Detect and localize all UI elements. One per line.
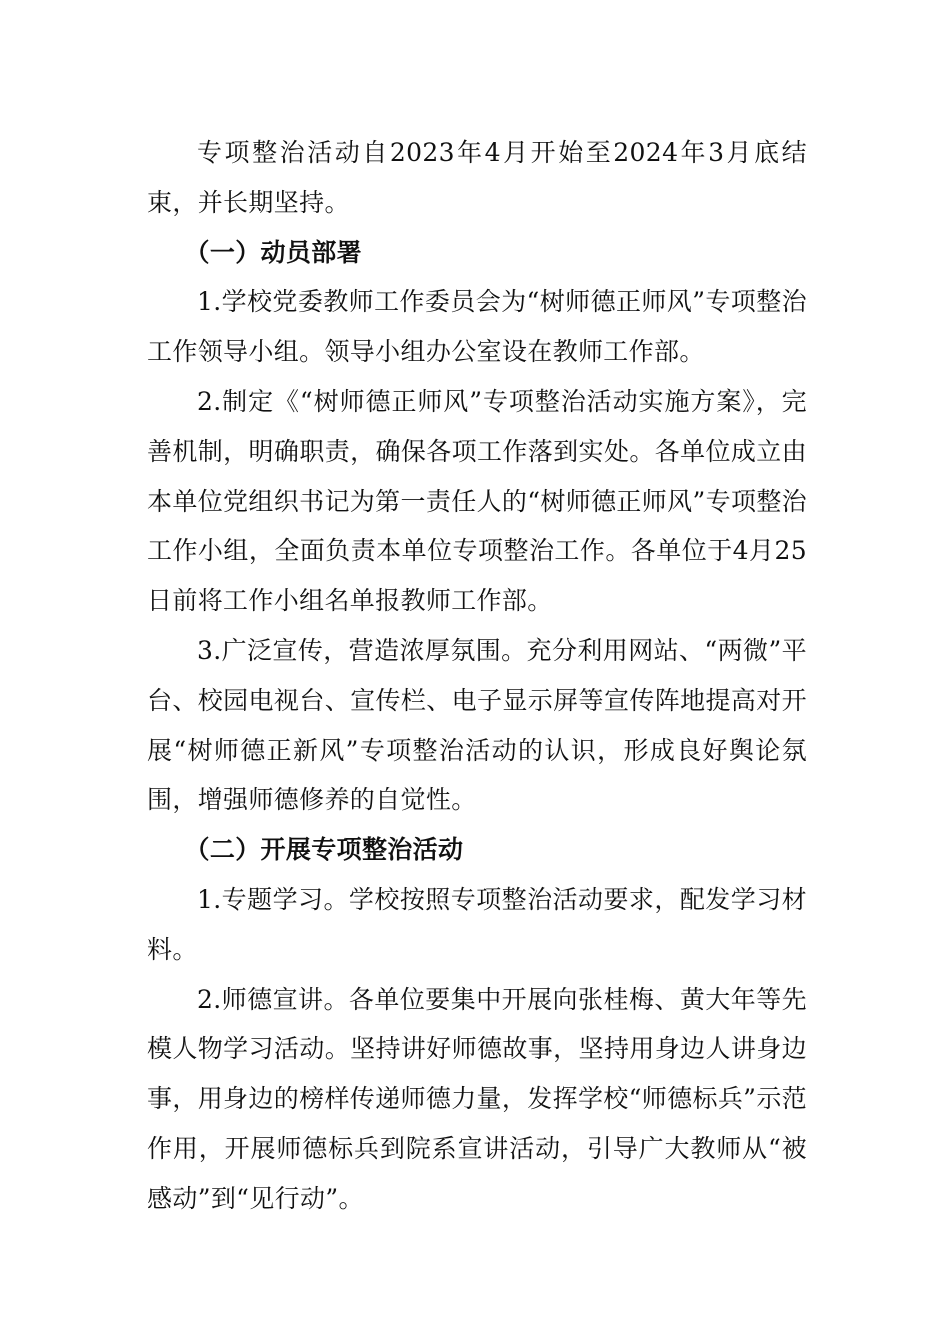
paragraph-item-1-leading-group: 1.学校党委教师工作委员会为“树师德正师风”专项整治工作领导小组。领导小组办公室设在教师工作部。 [147,287,807,367]
paragraph-item-3-publicity: 3.广泛宣传，营造浓厚氛围。充分利用网站、“两微”平台、校园电视台、宣传栏、电子显示屏等宣传阵地提高对开展“树师德正新风”专项整治活动的认识，形成良好舆论氛围，增强师德修养的自觉性。 [147,635,807,815]
paragraph-item-2-plan: 2.制定《“树师德正师风”专项整治活动实施方案》，完善机制，明确职责，确保各项工作落到实处。各单位成立由本单位党组织书记为第一责任人的“树师德正师风”专项整治工作小组，全面负责本单位专项整治工作。各单位于4月25日前将工作小组名单报教师工作部。 [147,386,808,616]
section-heading-activities: （二）开展专项整治活动 [184,835,464,865]
document-page [147,128,807,1224]
paragraph-item-2-lectures: 2.师德宣讲。各单位要集中开展向张桂梅、黄大年等先模人物学习活动。坚持讲好师德故事，坚持用身边人讲身边事，用身边的榜样传递师德力量，发挥学校“师德标兵”示范作用，开展师德标兵到院系宣讲活动，引导广大教师从“被感动”到“见行动”。 [147,984,808,1213]
paragraph-schedule: 专项整治活动自2023年4月开始至2024年3月底结束，并长期坚持。 [147,138,807,217]
section-heading-mobilization: （一）动员部署 [184,237,362,267]
paragraph-item-1-study: 1.专题学习。学校按照专项整治活动要求，配发学习材料。 [147,884,807,964]
